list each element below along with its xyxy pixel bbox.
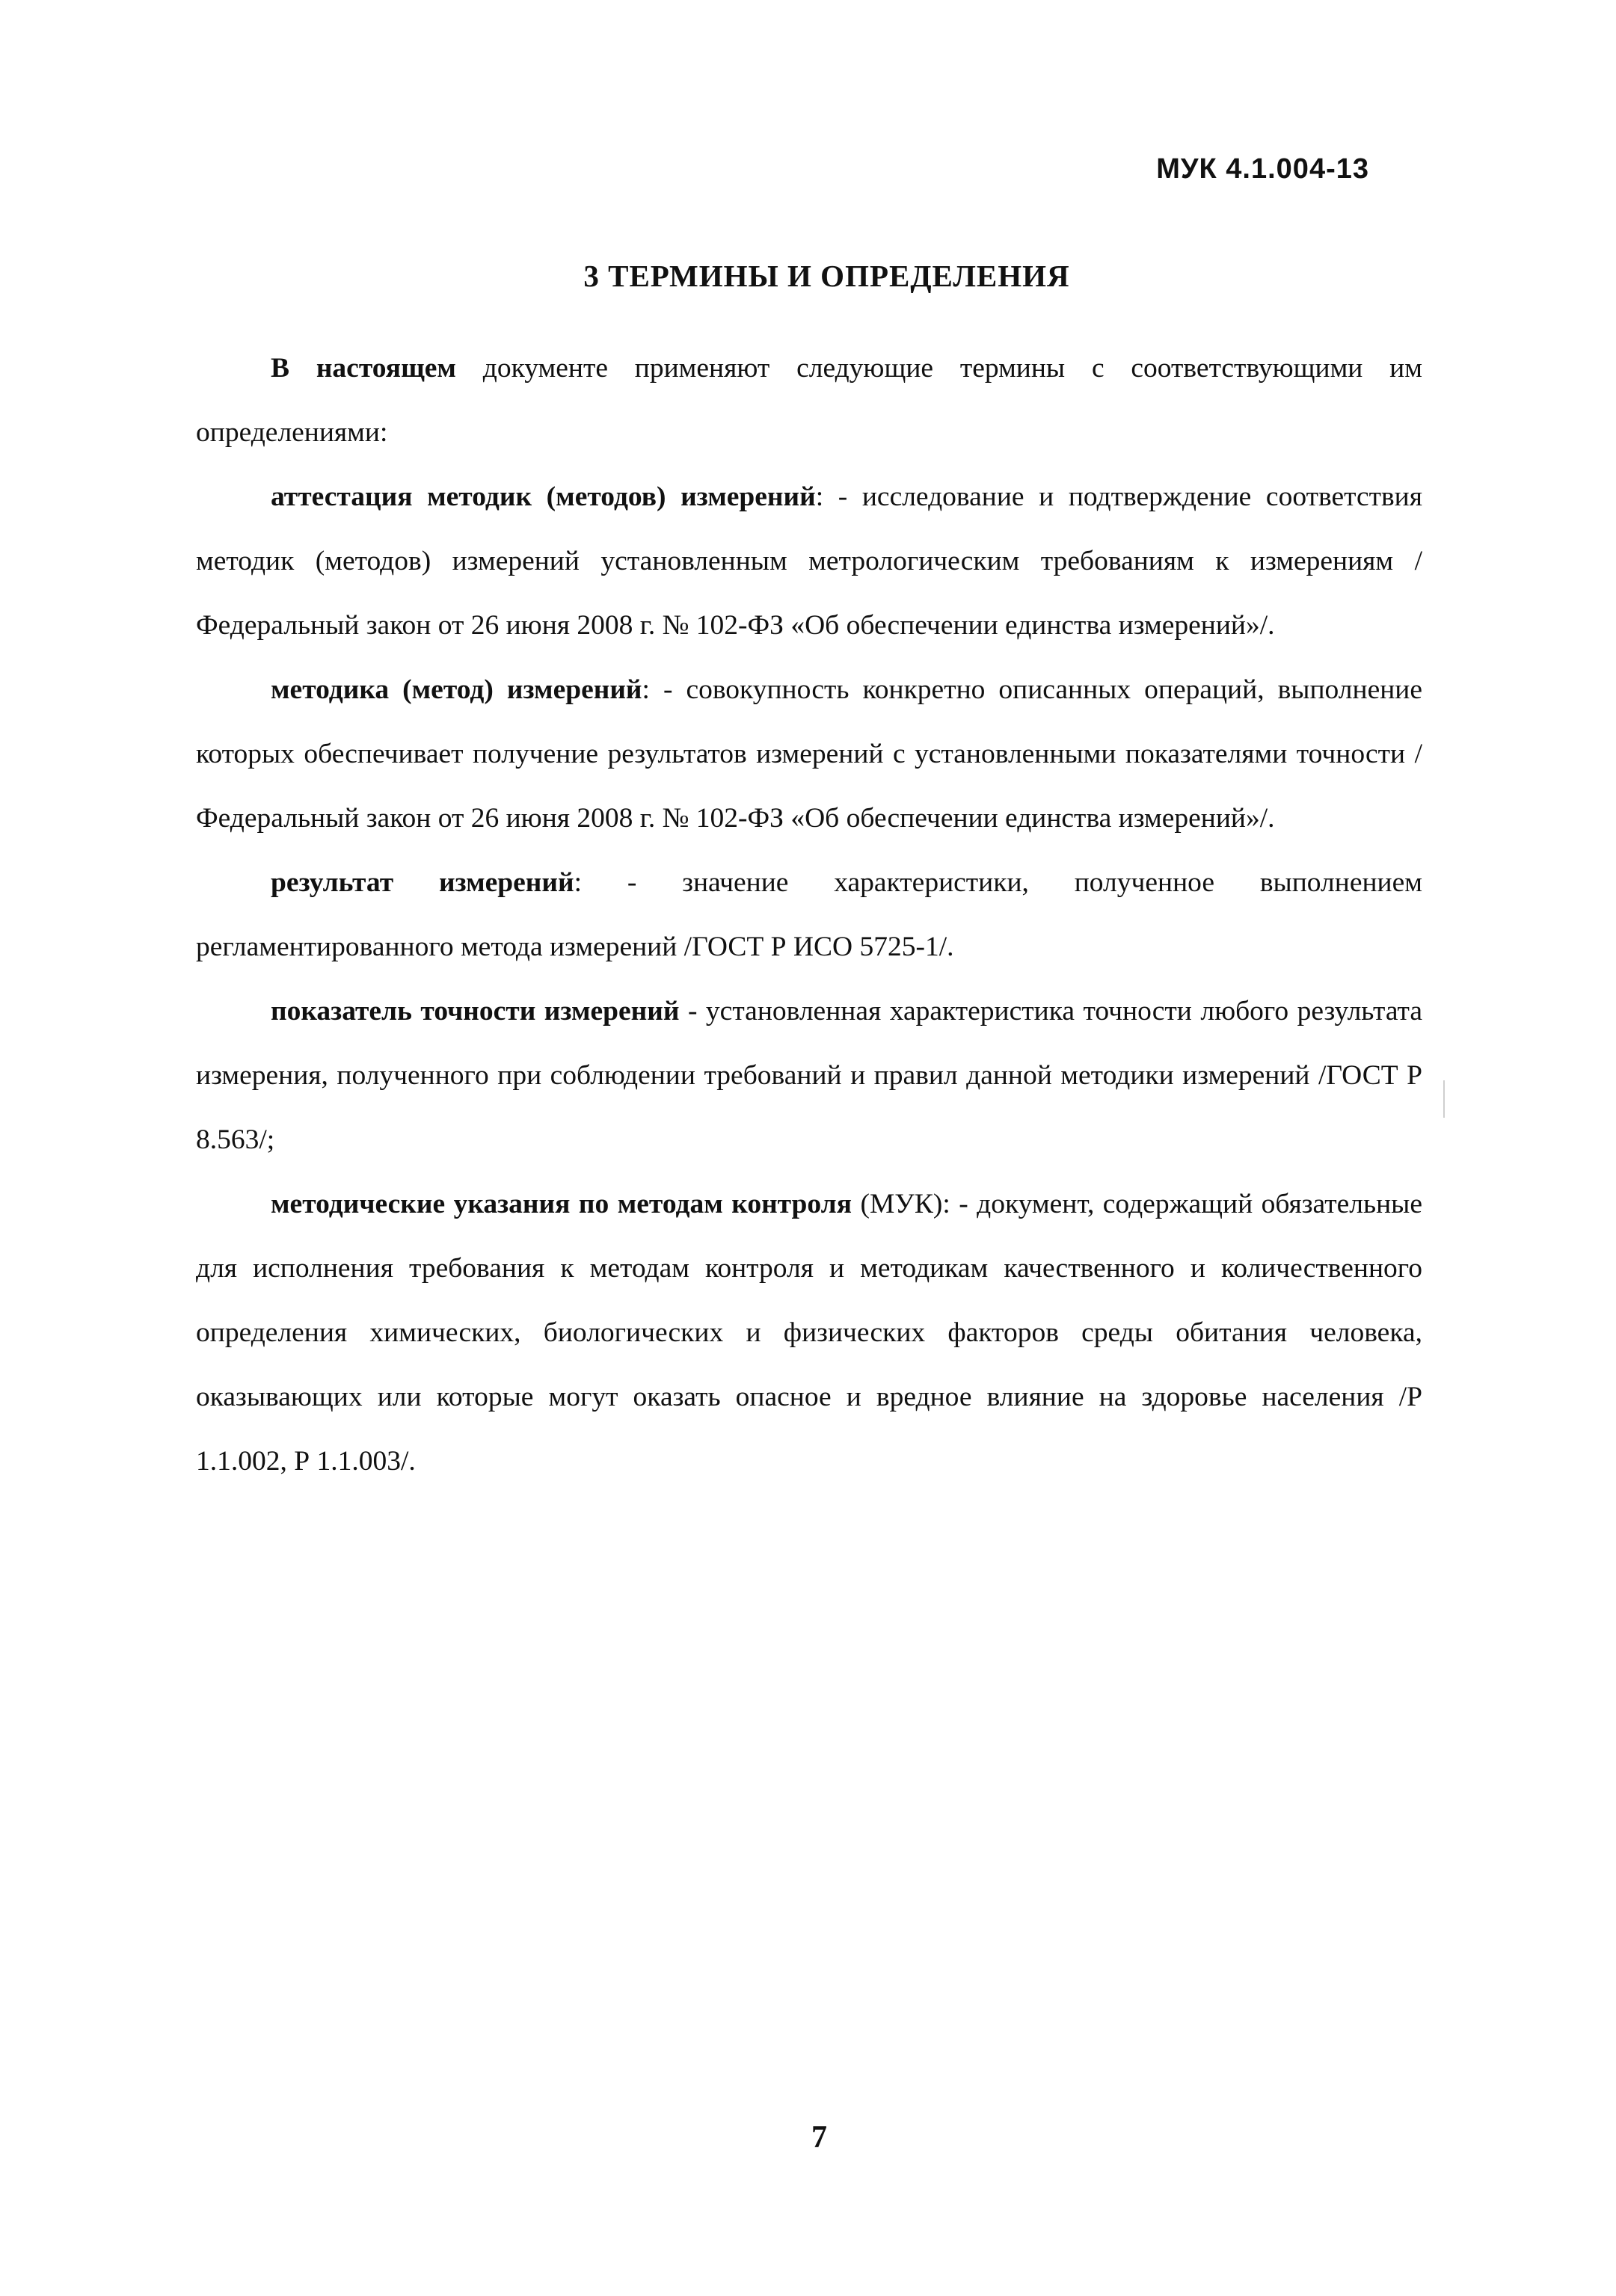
intro-bold: В настоящем — [271, 353, 456, 384]
scan-margin-mark — [1443, 1080, 1445, 1118]
definition-term: методика (метод) измерений — [271, 674, 642, 705]
definition-paragraph — [196, 658, 1422, 851]
page-number: 7 — [811, 2120, 827, 2155]
section-title: 3 ТЕРМИНЫ И ОПРЕДЕЛЕНИЯ — [583, 259, 1070, 293]
document-body — [196, 336, 1422, 1494]
definition-text: : - совокупность конкретно описанных операций, выполнение которых обеспечивает получение результатов измерений с установленными показателями точности /Федеральный закон от 26 июня 2008 г. № 102-ФЗ «Об обеспечении единства измерений»/. — [196, 674, 1423, 834]
definition-term: аттестация методик (методов) измерений — [271, 481, 816, 512]
definition-term: показатель точности измерений — [271, 996, 680, 1027]
definition-paragraph — [196, 851, 1422, 979]
document-code: МУК 4.1.004-13 — [1156, 153, 1369, 185]
definition-text: : - исследование и подтверждение соответствия методик (методов) измерений установленным метрологическим требованиям к измерениям /Федеральный закон от 26 июня 2008 г. № 102-ФЗ «Об обеспечении единства измерений»/. — [196, 481, 1422, 641]
definition-paragraph — [196, 465, 1422, 658]
definition-term: результат измерений — [271, 867, 574, 898]
definition-text: : - значение характеристики, полученное выполнением регламентированного метода измерений /ГОСТ Р ИСО 5725-1/. — [196, 867, 1422, 962]
definition-paragraph — [196, 979, 1422, 1172]
definition-term: методические указания по методам контроля — [271, 1189, 852, 1219]
intro-text: документе применяют следующие термины с соответствующими им определениями: — [196, 353, 1422, 448]
definition-paragraph — [196, 1172, 1422, 1494]
intro-paragraph — [196, 336, 1422, 465]
definition-text: - установленная характеристика точности любого результата измерения, полученного при соблюдении требований и правил данной методики измерений /ГОСТ Р 8.563/; — [196, 996, 1422, 1155]
definition-text: (МУК): - документ, содержащий обязательные для исполнения требования к методам контроля и методикам качественного и количественного определения химических, биологических и физических факторов среды обитания человека, оказывающих или которые могут оказать опасное и вредное влияние на здоровье населения /Р 1.1.002, Р 1.1.003/. — [196, 1189, 1422, 1477]
